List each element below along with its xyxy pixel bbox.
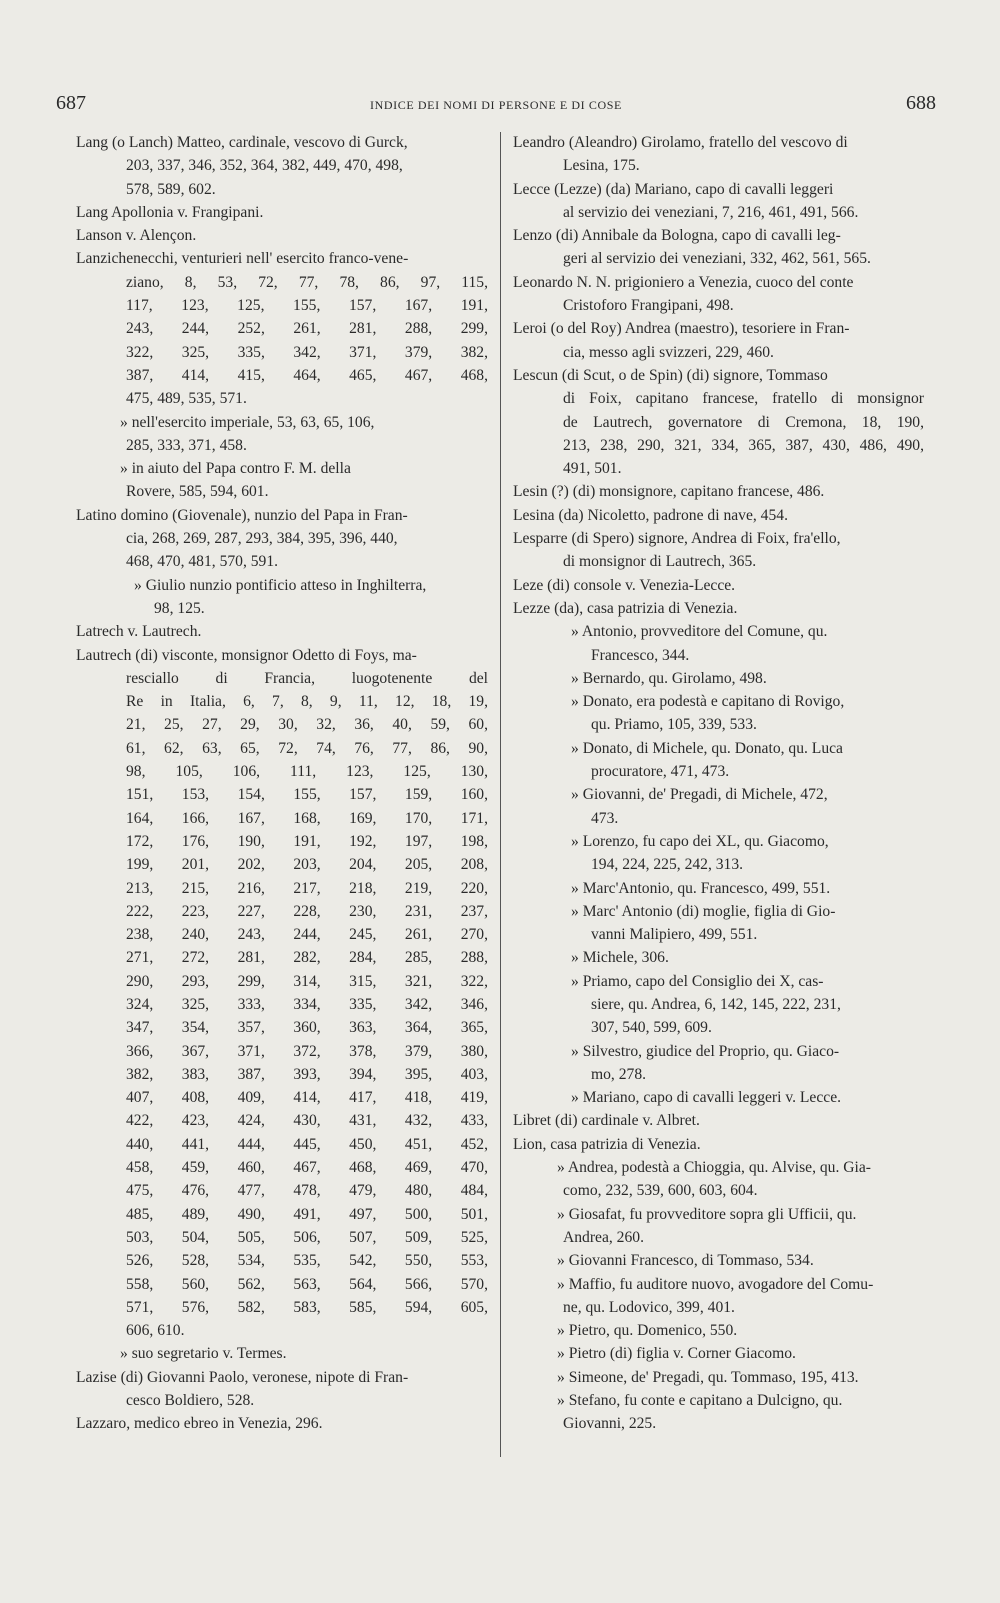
entry-heading-line: Lang Apollonia v. Frangipani. xyxy=(76,203,264,221)
entry-continuation-line: 475, 489, 535, 571. xyxy=(126,390,247,408)
entry-continuation-line: 285, 333, 371, 458. xyxy=(126,436,247,454)
index-entry xyxy=(513,620,924,667)
index-entry xyxy=(76,1412,488,1435)
entry-continuation-line: 475, 476, 477, 478, 479, 480, 484, xyxy=(126,1182,488,1200)
index-entry xyxy=(513,504,924,527)
entry-heading-line: Lang (o Lanch) Matteo, cardinale, vescovo di Gurck, xyxy=(76,134,408,151)
index-entry xyxy=(513,783,924,830)
entry-heading-line: Lesina (da) Nicoletto, padrone di nave, 454. xyxy=(513,506,788,524)
index-entry xyxy=(513,1086,924,1109)
index-entry xyxy=(513,1133,924,1156)
index-entry xyxy=(513,877,924,900)
entry-heading-line: Lanzichenecchi, venturieri nell' esercito franco-vene- xyxy=(76,250,409,268)
entry-continuation-line: 222, 223, 227, 228, 230, 231, 237, xyxy=(126,902,488,920)
index-entry xyxy=(513,597,924,620)
index-entry xyxy=(76,131,488,201)
entry-heading-line: » Antonio, provveditore del Comune, qu. xyxy=(571,623,828,641)
entry-heading-line: Libret (di) cardinale v. Albret. xyxy=(513,1112,700,1130)
entry-heading-line: » Giovanni, de' Pregadi, di Michele, 472, xyxy=(571,786,828,804)
entry-continuation-line: 164, 166, 167, 168, 169, 170, 171, xyxy=(126,809,488,827)
entry-heading-line: » Bernardo, qu. Girolamo, 498. xyxy=(571,669,767,687)
entry-heading-line: Latino domino (Giovenale), nunzio del Papa in Fran- xyxy=(76,506,408,524)
index-entry xyxy=(76,1366,488,1413)
entry-continuation-line: 473. xyxy=(591,809,619,827)
entry-continuation-line: siere, qu. Andrea, 6, 142, 145, 222, 231, xyxy=(591,995,841,1013)
entry-continuation-line: 503, 504, 505, 506, 507, 509, 525, xyxy=(126,1228,488,1246)
entry-continuation-line: 271, 272, 281, 282, 284, 285, 288, xyxy=(126,949,488,967)
entry-heading-line: » Lorenzo, fu capo dei XL, qu. Giacomo, xyxy=(571,832,829,850)
entry-continuation-line: 578, 589, 602. xyxy=(126,180,216,198)
entry-heading-line: Leroi (o del Roy) Andrea (maestro), tesoriere in Fran- xyxy=(513,320,850,338)
index-entry xyxy=(76,201,488,224)
index-entry xyxy=(76,574,488,621)
entry-heading-line: » Pietro, qu. Domenico, 550. xyxy=(557,1322,738,1340)
entry-heading-line: Lesin (?) (di) monsignore, capitano francese, 486. xyxy=(513,483,825,501)
index-entry xyxy=(513,667,924,690)
index-entry xyxy=(513,1156,924,1203)
index-entry xyxy=(513,1109,924,1132)
entry-continuation-line: 21, 25, 27, 29, 30, 32, 36, 40, 59, 60, xyxy=(126,716,488,734)
column-divider xyxy=(500,132,501,1457)
entry-continuation-line: 172, 176, 190, 191, 192, 197, 198, xyxy=(126,832,488,850)
entry-heading-line: Leze (di) console v. Venezia-Lecce. xyxy=(513,576,736,594)
entry-heading-line: Lesparre (di Spero) signore, Andrea di Foix, fra'ello, xyxy=(513,530,841,548)
entry-continuation-line: 322, 325, 335, 342, 371, 379, 382, xyxy=(126,343,488,361)
entry-continuation-line: Rovere, 585, 594, 601. xyxy=(126,483,269,501)
entry-continuation-line: 526, 528, 534, 535, 542, 550, 553, xyxy=(126,1252,488,1270)
entry-continuation-line: 440, 441, 444, 445, 450, 451, 452, xyxy=(126,1135,488,1153)
entry-heading-line: Lazise (di) Giovanni Paolo, veronese, nipote di Fran- xyxy=(76,1368,409,1386)
index-entry xyxy=(76,457,488,504)
entry-continuation-line: como, 232, 539, 600, 603, 604. xyxy=(563,1182,758,1200)
index-entry xyxy=(513,527,924,574)
index-entry xyxy=(513,480,924,503)
index-entry xyxy=(76,247,488,410)
entry-continuation-line: 558, 560, 562, 563, 564, 566, 570, xyxy=(126,1275,488,1293)
entry-continuation-line: 290, 293, 299, 314, 315, 321, 322, xyxy=(126,972,488,990)
page-header xyxy=(56,92,936,122)
entry-continuation-line: al servizio dei veneziani, 7, 216, 461, 491, 566. xyxy=(563,203,859,221)
entry-heading-line: » Stefano, fu conte e capitano a Dulcigno, qu. xyxy=(557,1392,843,1410)
index-entry xyxy=(513,224,924,271)
entry-continuation-line: Lesina, 175. xyxy=(563,157,640,175)
entry-heading-line: » Giosafat, fu provveditore sopra gli Ufficii, qu. xyxy=(557,1205,857,1223)
index-entry xyxy=(513,900,924,947)
page-number-left: 687 xyxy=(56,92,86,114)
entry-heading-line: » Maffio, fu auditore nuovo, avogadore del Comu- xyxy=(557,1275,874,1293)
index-entry xyxy=(513,1342,924,1365)
entry-continuation-line: 491, 501. xyxy=(563,460,622,478)
entry-heading-line: » Pietro (di) figlia v. Corner Giacomo. xyxy=(557,1345,796,1363)
running-title: INDICE DEI NOMI DI PERSONE E DI COSE xyxy=(370,98,622,112)
entry-heading-line: Lautrech (di) visconte, monsignor Odetto di Foys, ma- xyxy=(76,646,417,664)
index-entry xyxy=(76,411,488,458)
entry-heading-line: » Donato, era podestà e capitano di Rovigo, xyxy=(571,693,845,711)
index-entry xyxy=(76,224,488,247)
entry-continuation-line: ne, qu. Lodovico, 399, 401. xyxy=(563,1298,735,1316)
entry-heading-line: » suo segretario v. Termes. xyxy=(120,1345,287,1363)
entry-continuation-line: 117, 123, 125, 155, 157, 167, 191, xyxy=(126,297,488,315)
index-entry xyxy=(76,620,488,643)
right-column xyxy=(513,131,924,1436)
entry-continuation-line: 422, 423, 424, 430, 431, 432, 433, xyxy=(126,1112,488,1130)
index-entry xyxy=(513,178,924,225)
index-entry xyxy=(513,690,924,737)
entry-heading-line: » Silvestro, giudice del Proprio, qu. Giaco- xyxy=(571,1042,840,1060)
index-entry xyxy=(513,970,924,1040)
left-column xyxy=(76,131,488,1436)
entry-heading-line: » Donato, di Michele, qu. Donato, qu. Luca xyxy=(571,739,843,757)
entry-continuation-line: 61, 62, 63, 65, 72, 74, 76, 77, 86, 90, xyxy=(126,739,488,757)
entry-continuation-line: 366, 367, 371, 372, 378, 379, 380, xyxy=(126,1042,488,1060)
entry-continuation-line: 199, 201, 202, 203, 204, 205, 208, xyxy=(126,856,488,874)
entry-continuation-line: mo, 278. xyxy=(591,1065,647,1083)
entry-continuation-line: 213, 215, 216, 217, 218, 219, 220, xyxy=(126,879,488,897)
index-entry xyxy=(513,1040,924,1087)
index-entry xyxy=(513,1319,924,1342)
entry-heading-line: Leonardo N. N. prigioniero a Venezia, cuoco del conte xyxy=(513,273,854,291)
entry-continuation-line: di Foix, capitano francese, fratello di monsignor xyxy=(563,390,924,408)
entry-continuation-line: 458, 459, 460, 467, 468, 469, 470, xyxy=(126,1159,488,1177)
entry-continuation-line: Giovanni, 225. xyxy=(563,1415,657,1433)
entry-continuation-line: 213, 238, 290, 321, 334, 365, 387, 430, 486, 490, xyxy=(563,436,924,454)
entry-heading-line: » in aiuto del Papa contro F. M. della xyxy=(120,460,351,478)
index-entry xyxy=(513,1249,924,1272)
entry-continuation-line: procuratore, 471, 473. xyxy=(591,763,730,781)
entry-heading-line: » Giovanni Francesco, di Tommaso, 534. xyxy=(557,1252,814,1270)
entry-heading-line: » Marc'Antonio, qu. Francesco, 499, 551. xyxy=(571,879,831,897)
entry-continuation-line: 238, 240, 243, 244, 245, 261, 270, xyxy=(126,926,488,944)
entry-heading-line: » Andrea, podestà a Chioggia, qu. Alvise, qu. Gia- xyxy=(557,1159,871,1177)
entry-continuation-line: ziano, 8, 53, 72, 77, 78, 86, 97, 115, xyxy=(126,273,488,291)
entry-heading-line: » nell'esercito imperiale, 53, 63, 65, 106, xyxy=(120,413,375,431)
entry-heading-line: Lenzo (di) Annibale da Bologna, capo di cavalli leg- xyxy=(513,227,841,245)
entry-continuation-line: 307, 540, 599, 609. xyxy=(591,1019,712,1037)
index-entry xyxy=(513,317,924,364)
entry-continuation-line: cesco Boldiero, 528. xyxy=(126,1392,255,1410)
entry-continuation-line: 468, 470, 481, 570, 591. xyxy=(126,553,279,571)
entry-continuation-line: 98, 105, 106, 111, 123, 125, 130, xyxy=(126,763,488,781)
page-number-right: 688 xyxy=(906,92,936,114)
entry-heading-line: » Michele, 306. xyxy=(571,949,669,967)
entry-continuation-line: cia, 268, 269, 287, 293, 384, 395, 396, 440, xyxy=(126,530,398,548)
entry-continuation-line: 387, 414, 415, 464, 465, 467, 468, xyxy=(126,366,488,384)
entry-continuation-line: 324, 325, 333, 334, 335, 342, 346, xyxy=(126,995,488,1013)
entry-continuation-line: Cristoforo Frangipani, 498. xyxy=(563,297,734,315)
index-entry xyxy=(513,271,924,318)
index-entry xyxy=(76,504,488,574)
entry-heading-line: Lezze (da), casa patrizia di Venezia. xyxy=(513,599,738,617)
entry-heading-line: » Marc' Antonio (di) moglie, figlia di Gio- xyxy=(571,902,836,920)
entry-continuation-line: Andrea, 260. xyxy=(563,1228,644,1246)
entry-continuation-line: 203, 337, 346, 352, 364, 382, 449, 470, 498, xyxy=(126,157,403,175)
entry-heading-line: Lazzaro, medico ebreo in Venezia, 296. xyxy=(76,1415,323,1433)
entry-heading-line: Lescun (di Scut, o de Spin) (di) signore, Tommaso xyxy=(513,366,828,384)
index-entry xyxy=(513,1273,924,1320)
entry-continuation-line: geri al servizio dei veneziani, 332, 462, 561, 565. xyxy=(563,250,871,268)
entry-continuation-line: Francesco, 344. xyxy=(591,646,690,664)
index-entry xyxy=(513,1366,924,1389)
entry-continuation-line: 347, 354, 357, 360, 363, 364, 365, xyxy=(126,1019,488,1037)
entry-continuation-line: 151, 153, 154, 155, 157, 159, 160, xyxy=(126,786,488,804)
entry-continuation-line: Re in Italia, 6, 7, 8, 9, 11, 12, 18, 19, xyxy=(126,693,488,711)
entry-continuation-line: 407, 408, 409, 414, 417, 418, 419, xyxy=(126,1089,488,1107)
entry-continuation-line: de Lautrech, governatore di Cremona, 18, 190, xyxy=(563,413,924,431)
entry-continuation-line: 485, 489, 490, 491, 497, 500, 501, xyxy=(126,1205,488,1223)
entry-continuation-line: 571, 576, 582, 583, 585, 594, 605, xyxy=(126,1298,488,1316)
index-entry xyxy=(513,1203,924,1250)
entry-continuation-line: 382, 383, 387, 393, 394, 395, 403, xyxy=(126,1065,488,1083)
entry-heading-line: Lion, casa patrizia di Venezia. xyxy=(513,1135,701,1153)
entry-continuation-line: 194, 224, 225, 242, 313. xyxy=(591,856,744,874)
entry-continuation-line: 243, 244, 252, 261, 281, 288, 299, xyxy=(126,320,488,338)
index-entry xyxy=(76,1342,488,1365)
entry-heading-line: » Giulio nunzio pontificio atteso in Inghilterra, xyxy=(134,576,427,594)
entry-heading-line: Lecce (Lezze) (da) Mariano, capo di cavalli leggeri xyxy=(513,180,834,198)
entry-heading-line: » Priamo, capo del Consiglio dei X, cas- xyxy=(571,972,824,990)
entry-continuation-line: resciallo di Francia, luogotenente del xyxy=(126,669,488,687)
index-entry xyxy=(513,574,924,597)
entry-heading-line: Latrech v. Lautrech. xyxy=(76,623,202,641)
entry-continuation-line: di monsignor di Lautrech, 365. xyxy=(563,553,757,571)
index-entry xyxy=(76,644,488,1343)
entry-continuation-line: vanni Malipiero, 499, 551. xyxy=(591,926,758,944)
entry-continuation-line: 606, 610. xyxy=(126,1322,185,1340)
entry-heading-line: Leandro (Aleandro) Girolamo, fratello del vescovo di xyxy=(513,134,848,151)
index-entry xyxy=(513,364,924,480)
entry-continuation-line: 98, 125. xyxy=(154,599,205,617)
index-entry xyxy=(513,737,924,784)
entry-heading-line: » Mariano, capo di cavalli leggeri v. Lecce. xyxy=(571,1089,842,1107)
entry-continuation-line: qu. Priamo, 105, 339, 533. xyxy=(591,716,757,734)
index-entry xyxy=(513,131,924,178)
index-entry xyxy=(513,830,924,877)
entry-heading-line: Lanson v. Alençon. xyxy=(76,227,197,245)
entry-heading-line: » Simeone, de' Pregadi, qu. Tommaso, 195, 413. xyxy=(557,1368,859,1386)
index-entry xyxy=(513,1389,924,1436)
entry-continuation-line: cia, messo agli svizzeri, 229, 460. xyxy=(563,343,774,361)
index-entry xyxy=(513,946,924,969)
